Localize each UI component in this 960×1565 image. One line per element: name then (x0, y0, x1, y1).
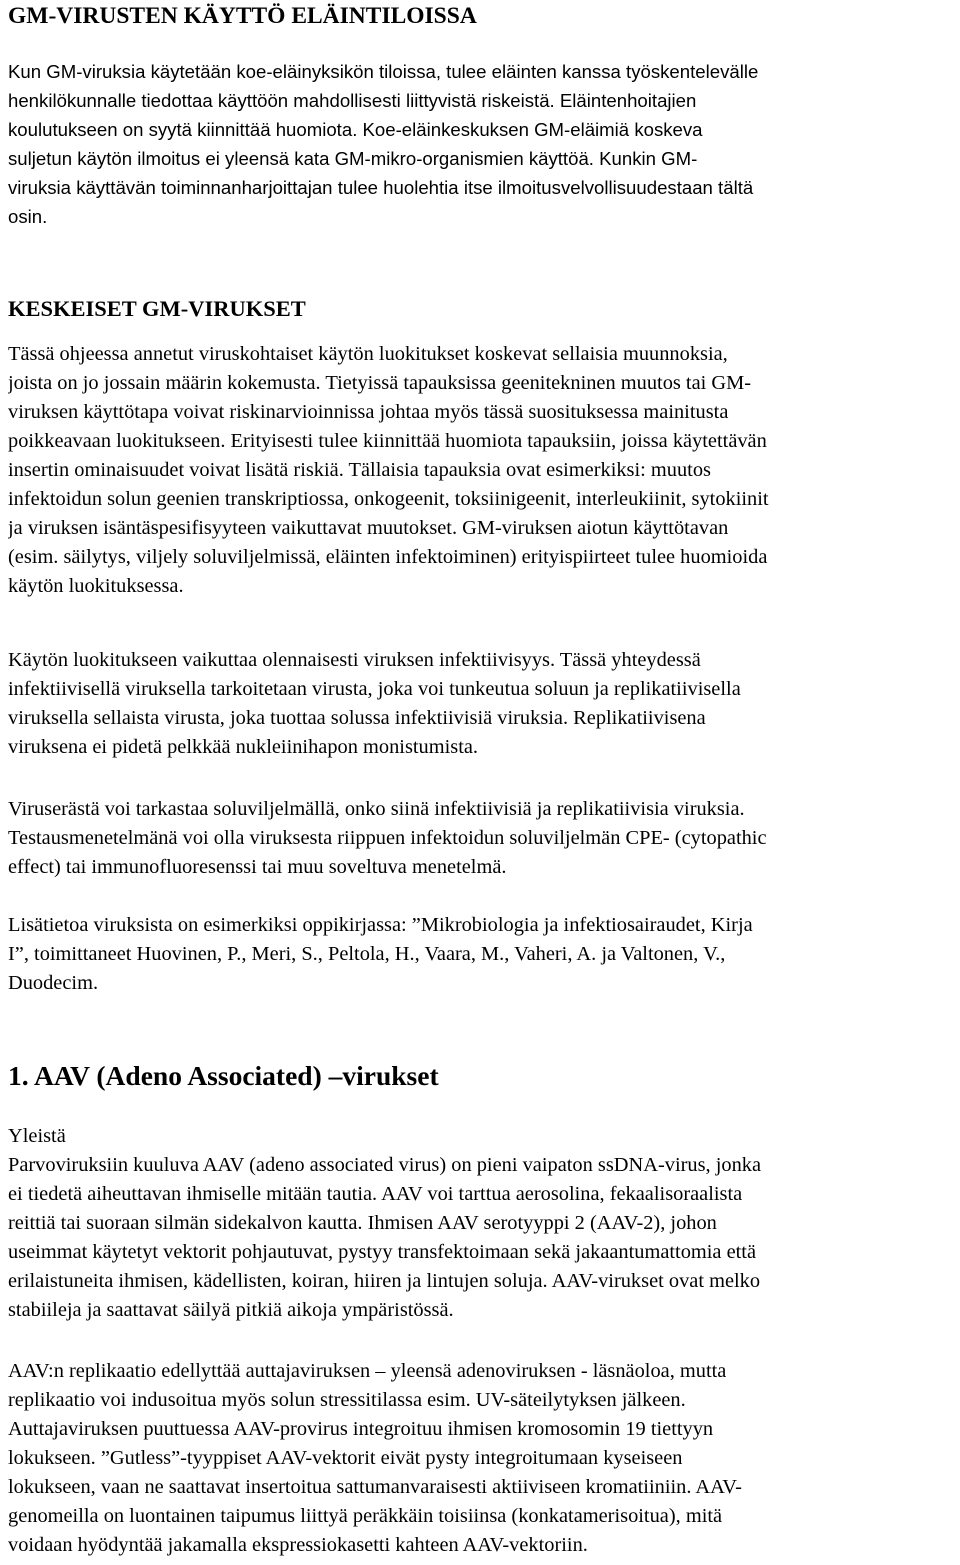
text-line: viruksia käyttävän toiminnanharjoittajan tulee huolehtia itse ilmoitusvelvollisuudestaan tältä (8, 177, 754, 198)
text-line: käytön luokituksessa. (8, 575, 184, 597)
text-line: joista on jo jossain määrin kokemusta. Tietyissä tapauksissa geenitekninen muutos tai GM- (8, 372, 752, 394)
section-paragraph-testing (8, 795, 956, 882)
text-line: Viruserästä voi tarkastaa soluviljelmällä, onko siinä infektiivisiä ja replikatiivisia viruksia. (8, 798, 745, 820)
text-line: Tässä ohjeessa annetut viruskohtaiset käytön luokitukset koskevat sellaisia muunnoksia, (8, 343, 728, 365)
text-line: poikkeavaan luokitukseen. Erityisesti tulee kiinnittää huomiota tapauksiin, joissa käytettävän (8, 430, 767, 452)
page-title: GM-VIRUSTEN KÄYTTÖ ELÄINTILOISSA (8, 3, 477, 29)
subheading-line: Yleistä (8, 1125, 66, 1147)
text-line: erilaistuneita ihmisen, kädellisten, koiran, hiiren ja lintujen soluja. AAV-virukset ovat melko (8, 1270, 761, 1292)
text-line: insertin ominaisuudet voivat lisätä riskiä. Tällaisia tapauksia ovat esimerkiksi: muutos (8, 459, 711, 481)
text-line: stabiileja ja saattavat säilyä pitkiä aikoja ympäristössä. (8, 1299, 454, 1321)
text-line: Kun GM-viruksia käytetään koe-eläinyksikön tiloissa, tulee eläinten kanssa työskentelevälle (8, 61, 759, 82)
text-line: viruksen käyttötapa voivat riskinarvioinnissa johtaa myös tässä suosituksessa mainitusta (8, 401, 729, 423)
text-line: infektiivisellä viruksella tarkoitetaan virusta, joka voi tunkeutua soluun ja replikatiivisella (8, 678, 741, 700)
text-line: henkilökunnalle tiedottaa käyttöön mahdollisesti liittyvistä riskeistä. Eläintenhoitajien (8, 90, 697, 111)
text-line: useimmat käytetyt vektorit pohjautuvat, pystyy transfektoimaan sekä jakaantumattomia että (8, 1241, 757, 1263)
text-line: voidaan hyödyntää jakamalla ekspressiokasetti kahteen AAV-vektoriin. (8, 1534, 588, 1556)
section-paragraph-references (8, 911, 956, 998)
text-line: Auttajaviruksen puuttuessa AAV-provirus integroituu ihmisen kromosomin 19 tiettyyn (8, 1418, 714, 1440)
text-line: lokukseen. ”Gutless”-tyyppiset AAV-vektorit eivät pysty integroitumaan kyseiseen (8, 1447, 683, 1469)
aav-paragraph-replication (8, 1357, 956, 1560)
text-line: suljetun käytön ilmoitus ei yleensä kata GM-mikro-organismien käyttöä. Kunkin GM- (8, 148, 698, 169)
text-line: (esim. säilytys, viljely soluviljelmissä, eläinten infektoiminen) erityispiirteet tulee huomioida (8, 546, 768, 568)
text-line: ja viruksen isäntäspesifisyyteen vaikuttavat muutokset. GM-viruksen aiotun käyttötavan (8, 517, 729, 539)
text-line: replikaatio voi indusoitua myös solun stressitilassa esim. UV-säteilytyksen jälkeen. (8, 1389, 686, 1411)
section-paragraph-infectivity (8, 646, 956, 762)
text-line: viruksella sellaista virusta, joka tuottaa solussa infektiivisiä viruksia. Replikatiivisena (8, 707, 706, 729)
text-line: koulutukseen on syytä kiinnittää huomiota. Koe-eläinkeskuksen GM-eläimiä koskeva (8, 119, 703, 140)
text-line: infektoidun solun geenien transkriptiossa, onkogeenit, toksiinigeenit, interleukiinit, sytokiinit (8, 488, 769, 510)
text-line: Duodecim. (8, 972, 99, 994)
text-line: Parvoviruksiin kuuluva AAV (adeno associated virus) on pieni vaipaton ssDNA-virus, jonka (8, 1154, 762, 1176)
text-line: I”, toimittaneet Huovinen, P., Meri, S., Peltola, H., Vaara, M., Vaheri, A. ja Valtonen, V., (8, 943, 726, 965)
text-line: reittiä tai suoraan silmän sidekalvon kautta. Ihmisen AAV serotyyppi 2 (AAV-2), johon (8, 1212, 717, 1234)
text-line: lokukseen, vaan ne saattavat insertoitua sattumanvaraisesti aktiiviseen kromatiiniin. AAV- (8, 1476, 742, 1498)
aav-heading: 1. AAV (Adeno Associated) –virukset (8, 1060, 439, 1091)
text-line: Käytön luokitukseen vaikuttaa olennaisesti viruksen infektiivisyys. Tässä yhteydessä (8, 649, 701, 671)
text-line: AAV:n replikaatio edellyttää auttajaviruksen – yleensä adenoviruksen - läsnäoloa, mutta (8, 1360, 727, 1382)
aav-paragraph-general (8, 1122, 956, 1325)
text-line: ei tiedetä aiheuttavan ihmiselle mitään tautia. AAV voi tarttua aerosolina, fekaalisoraalista (8, 1183, 743, 1205)
text-line: viruksena ei pidetä pelkkää nukleiinihapon monistumista. (8, 736, 479, 758)
text-line: effect) tai immunofluoresenssi tai muu soveltuva menetelmä. (8, 856, 507, 878)
section-paragraph-classification (8, 340, 956, 601)
text-line: genomeilla on luontainen taipumus liittyä peräkkäin toisiinsa (konkatamerisoitua), mitä (8, 1505, 723, 1527)
text-line: Testausmenetelmänä voi olla viruksesta riippuen infektoidun soluviljelmän CPE- (cytopathic (8, 827, 767, 849)
text-line: osin. (8, 206, 48, 227)
section-heading: KESKEISET GM-VIRUKSET (8, 296, 306, 321)
text-line: Lisätietoa viruksista on esimerkiksi oppikirjassa: ”Mikrobiologia ja infektiosairaudet, Kirja (8, 914, 753, 936)
intro-paragraph (8, 57, 956, 231)
